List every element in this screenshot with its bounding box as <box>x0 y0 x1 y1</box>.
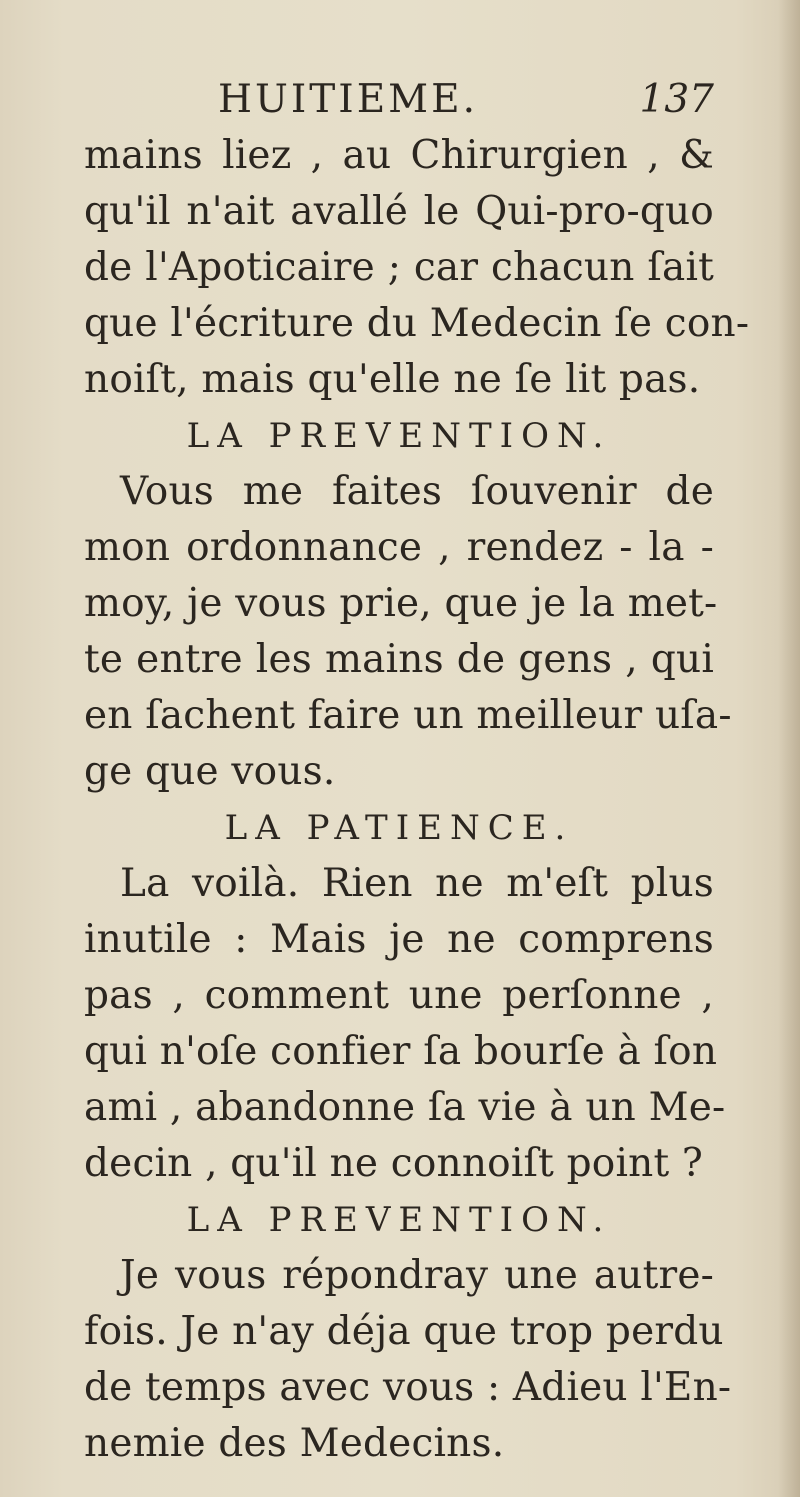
speech-line: Je vous répondray une autre- <box>120 1253 714 1298</box>
speech-line: qui n'oſe confier ſa bourſe à ſon <box>84 1029 718 1074</box>
speaker-heading: LA PREVENTION. <box>186 416 612 456</box>
speaker-heading: LA PREVENTION. <box>186 1200 612 1240</box>
speaker-heading: LA PATIENCE. <box>224 808 574 848</box>
speech-line: mon ordonnance , rendez - la - <box>84 525 714 570</box>
text-line: mains liez , au Chirurgien , & <box>84 133 714 178</box>
speech-line: te entre les mains de gens , qui <box>84 637 714 682</box>
speech-line: inutile : Mais je ne comprens <box>84 917 714 962</box>
speech-line: Vous me faites ſouvenir de <box>120 469 714 514</box>
running-title: HUITIEME. <box>218 77 478 122</box>
speech-line: decin , qu'il ne connoiſt point ? <box>84 1141 704 1186</box>
text-line: de l'Apoticaire ; car chacun ſait <box>84 245 714 290</box>
text-line: que l'écriture du Medecin ſe con- <box>84 301 750 346</box>
running-head <box>84 72 714 128</box>
text-line: qu'il n'ait avallé le Qui-pro-quo <box>84 189 714 234</box>
speech-line: pas , comment une perſonne , <box>84 973 714 1018</box>
speech-line: ge que vous. <box>84 749 336 794</box>
speech-line: de temps avec vous : Adieu l'En- <box>84 1365 732 1410</box>
speech-line: fois. Je n'ay déja que trop perdu <box>84 1309 724 1354</box>
page-number: 137 <box>639 77 714 122</box>
text-line: noiſt, mais qu'elle ne ſe lit pas. <box>84 357 701 402</box>
speech-line: ami , abandonne ſa vie à un Me- <box>84 1085 726 1130</box>
speech-line: nemie des Medecins. <box>84 1421 505 1466</box>
speech-line: moy, je vous prie, que je la met- <box>84 581 718 626</box>
speech-line: en ſachent faire un meilleur uſa- <box>84 693 732 738</box>
speech-line: La voilà. Rien ne m'eſt plus <box>120 861 714 906</box>
